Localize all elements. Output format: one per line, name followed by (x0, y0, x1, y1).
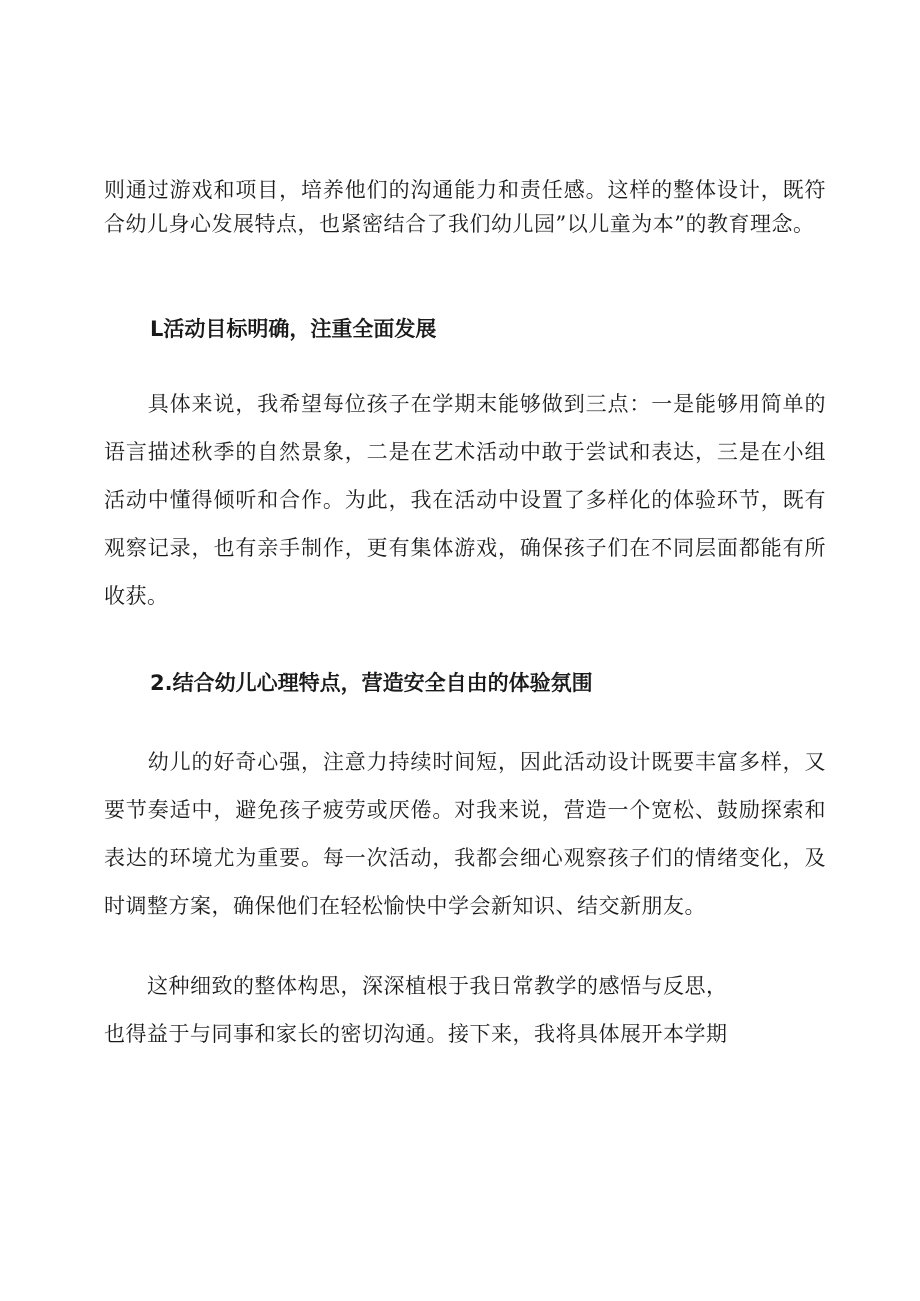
text-line: 观察记录，也有亲手制作，更有集体游戏，确保孩子们在不同层面都能有所 (104, 536, 826, 560)
text-line: 表达的环境尤为重要。每一次活动，我都会细心观察孩子们的情绪变化，及 (104, 846, 826, 870)
text-line: 时调整方案，确保他们在轻松愉快中学会新知识、结交新朋友。 (104, 894, 706, 918)
text-line: 也得益于与同事和家长的密切沟通。接下来，我将具体展开本学期 (104, 1022, 728, 1046)
text-line: 具体来说，我希望每位孩子在学期末能够做到三点：一是能够用简单的 (104, 392, 826, 416)
text-line: 要节奏适中，避免孩子疲劳或厌倦。对我来说，营造一个宽松、鼓励探索和 (104, 798, 826, 822)
text-line: 语言描述秋季的自然景象，二是在艺术活动中敢于尝试和表达，三是在小组 (104, 440, 826, 464)
text-line: 收获。 (104, 584, 169, 608)
section-heading-2: 2.结合幼儿心理特点，营造安全自由的体验氛围 (150, 671, 593, 695)
paragraph-intro (104, 173, 826, 241)
section-heading-1: L活动目标明确，注重全面发展 (150, 317, 437, 341)
text-line: 这种细致的整体构思，深深植根于我日常教学的感悟与反思， (104, 974, 728, 998)
paragraph-conclusion (104, 969, 826, 1051)
paragraph-psychology (104, 745, 826, 923)
text-line: 活动中懂得倾听和合作。为此，我在活动中设置了多样化的体验环节，既有 (104, 488, 826, 512)
paragraph-goals (104, 387, 826, 613)
text-line: 则通过游戏和项目，培养他们的沟通能力和责任感。这样的整体设计，既符 (104, 178, 826, 202)
text-line: 幼儿的好奇心强，注意力持续时间短，因此活动设计既要丰富多样，又 (104, 750, 826, 774)
text-line: 合幼儿身心发展特点，也紧密结合了我们幼儿园”以儿童为本”的教育理念。 (104, 212, 815, 236)
